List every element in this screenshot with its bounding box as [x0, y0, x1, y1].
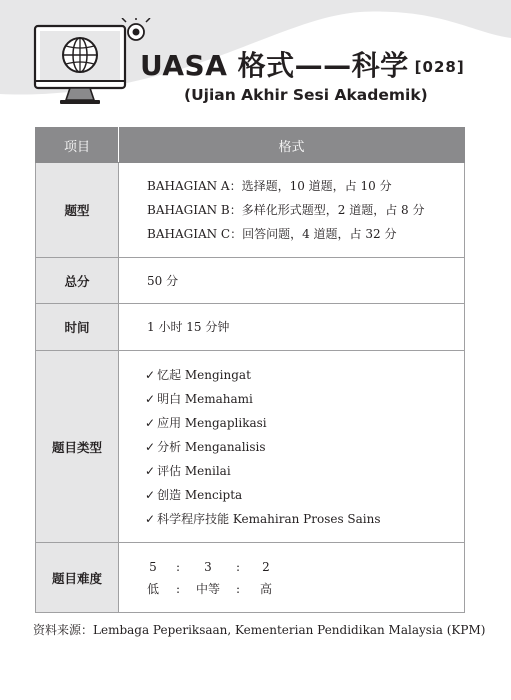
row-label: 总分 [36, 258, 119, 304]
cursor-click-icon [122, 18, 150, 40]
list-item-text: 明白 Memahami [157, 391, 253, 406]
level-high: 高 [259, 581, 272, 596]
list-item [145, 435, 463, 459]
ratio-low: 5 [149, 559, 157, 574]
title-text: 格式——科学 [237, 49, 409, 82]
row-value [119, 258, 465, 304]
check-icon: ✓ [145, 415, 156, 430]
row-label: 题目难度 [36, 543, 119, 613]
format-table [35, 127, 465, 613]
page-header [140, 44, 500, 104]
check-icon: ✓ [145, 391, 156, 406]
check-icon: ✓ [145, 439, 156, 454]
ratio-high: 2 [262, 559, 270, 574]
brand-text: UASA [140, 49, 228, 82]
difficulty-levels [143, 578, 463, 600]
list-item [145, 387, 463, 411]
row-value [119, 351, 465, 543]
page-title [140, 44, 500, 84]
table-row [36, 258, 465, 304]
difficulty-ratio [143, 556, 463, 578]
table-row [36, 163, 465, 258]
ratio-medium: 3 [204, 559, 212, 574]
list-item [145, 483, 463, 507]
list-item-text: 忆起 Mengingat [157, 367, 251, 382]
table-row [36, 543, 465, 613]
subject-code: [028] [414, 58, 465, 76]
list-item: 50 分 [147, 273, 179, 288]
row-label: 题目类型 [36, 351, 119, 543]
list-item [145, 363, 463, 387]
table-row [36, 351, 465, 543]
list-item: BAHAGIAN C：回答问题，4 道题，占 32 分 [147, 227, 397, 241]
table-row [36, 304, 465, 351]
level-medium: 中等 [195, 581, 220, 596]
list-item-text: 评估 Menilai [157, 463, 231, 478]
check-icon: ✓ [145, 367, 156, 382]
row-label: 题型 [36, 163, 119, 258]
table-header-row [36, 128, 465, 163]
list-item: BAHAGIAN B：多样化形式题型，2 道题，占 8 分 [147, 203, 425, 217]
row-value [119, 163, 465, 258]
check-icon: ✓ [145, 463, 156, 478]
column-header-item: 项目 [36, 128, 119, 163]
level-low: 低 [146, 581, 159, 596]
list-item-text: 科学程序技能 Kemahiran Proses Sains [157, 511, 381, 526]
ratio-sep: : [235, 559, 241, 574]
row-value [119, 543, 465, 613]
check-icon: ✓ [145, 487, 156, 502]
list-item [145, 411, 463, 435]
list-item [145, 507, 463, 531]
list-item-text: 分析 Menganalisis [157, 439, 266, 454]
ratio-sep: : [175, 559, 181, 574]
level-sep: : [175, 581, 181, 596]
list-item: 1 小时 15 分钟 [147, 320, 230, 334]
row-label: 时间 [36, 304, 119, 351]
column-header-format: 格式 [119, 128, 465, 163]
row-value [119, 304, 465, 351]
list-item-text: 应用 Mengaplikasi [157, 415, 267, 430]
list-item-text: 创造 Mencipta [157, 487, 243, 502]
list-item [145, 459, 463, 483]
level-sep: : [235, 581, 241, 596]
page-subtitle: (Ujian Akhir Sesi Akademik) [184, 86, 428, 104]
list-item: BAHAGIAN A：选择题，10 道题，占 10 分 [147, 179, 392, 193]
check-icon: ✓ [145, 511, 156, 526]
source-note: 资料来源：Lembaga Peperiksaan, Kementerian Pendidikan Malaysia (KPM) [33, 623, 486, 637]
